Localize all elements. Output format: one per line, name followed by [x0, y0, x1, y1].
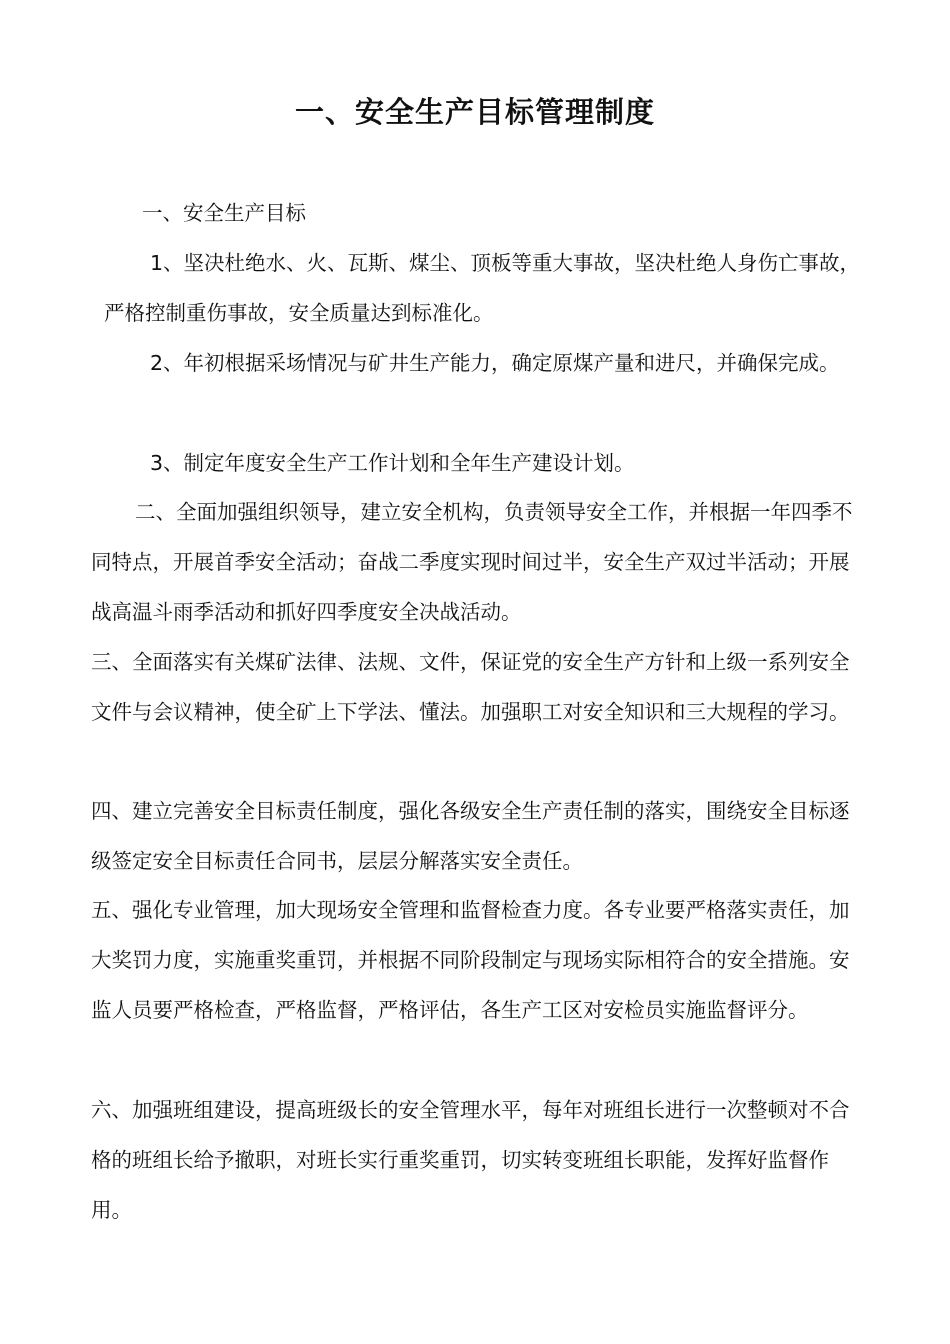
paragraph-section-4: 四、建立完善安全目标责任制度，强化各级安全生产责任制的落实，围绕安全目标逐级签定安全目标责任合同书，层层分解落实安全责任。: [91, 799, 850, 873]
paragraph-section-5: 五、强化专业管理，加大现场安全管理和监督检查力度。各专业要严格落实责任，加大奖罚力度，实施重奖重罚，并根据不同阶段制定与现场实际相符合的安全措施。安监人员要严格检查，严格监督，严格评估，各生产工区对安检员实施监督评分。: [91, 898, 850, 1022]
paragraph-goal-2: 2、年初根据采场情况与矿井生产能力，确定原煤产量和进尺，并确保完成。: [150, 351, 840, 375]
document-title: 一、安全生产目标管理制度: [294, 95, 655, 129]
paragraph-section-3: 三、全面落实有关煤矿法律、法规、文件，保证党的安全生产方针和上级一系列安全文件与会议精神，使全矿上下学法、懂法。加强职工对安全知识和三大规程的学习。: [91, 650, 850, 724]
paragraph-section-2: 二、全面加强组织领导，建立安全机构，负责领导安全工作，并根据一年四季不同特点，开展首季安全活动；奋战二季度实现时间过半，安全生产双过半活动；开展战高温斗雨季活动和抓好四季度安全决战活动。: [91, 500, 853, 624]
paragraph-goal-heading: 一、安全生产目标: [142, 201, 306, 225]
paragraph-section-6: 六、加强班组建设，提高班级长的安全管理水平，每年对班组长进行一次整顿对不合格的班组长给予撤职，对班长实行重奖重罚，切实转变班组长职能，发挥好监督作用。: [91, 1098, 850, 1222]
paragraph-goal-3: 3、制定年度安全生产工作计划和全年生产建设计划。: [150, 451, 635, 475]
paragraph-goal-1: 1、坚决杜绝水、火、瓦斯、煤尘、顶板等重大事故，坚决杜绝人身伤亡事故，严格控制重伤事故，安全质量达到标准化。: [104, 251, 861, 325]
